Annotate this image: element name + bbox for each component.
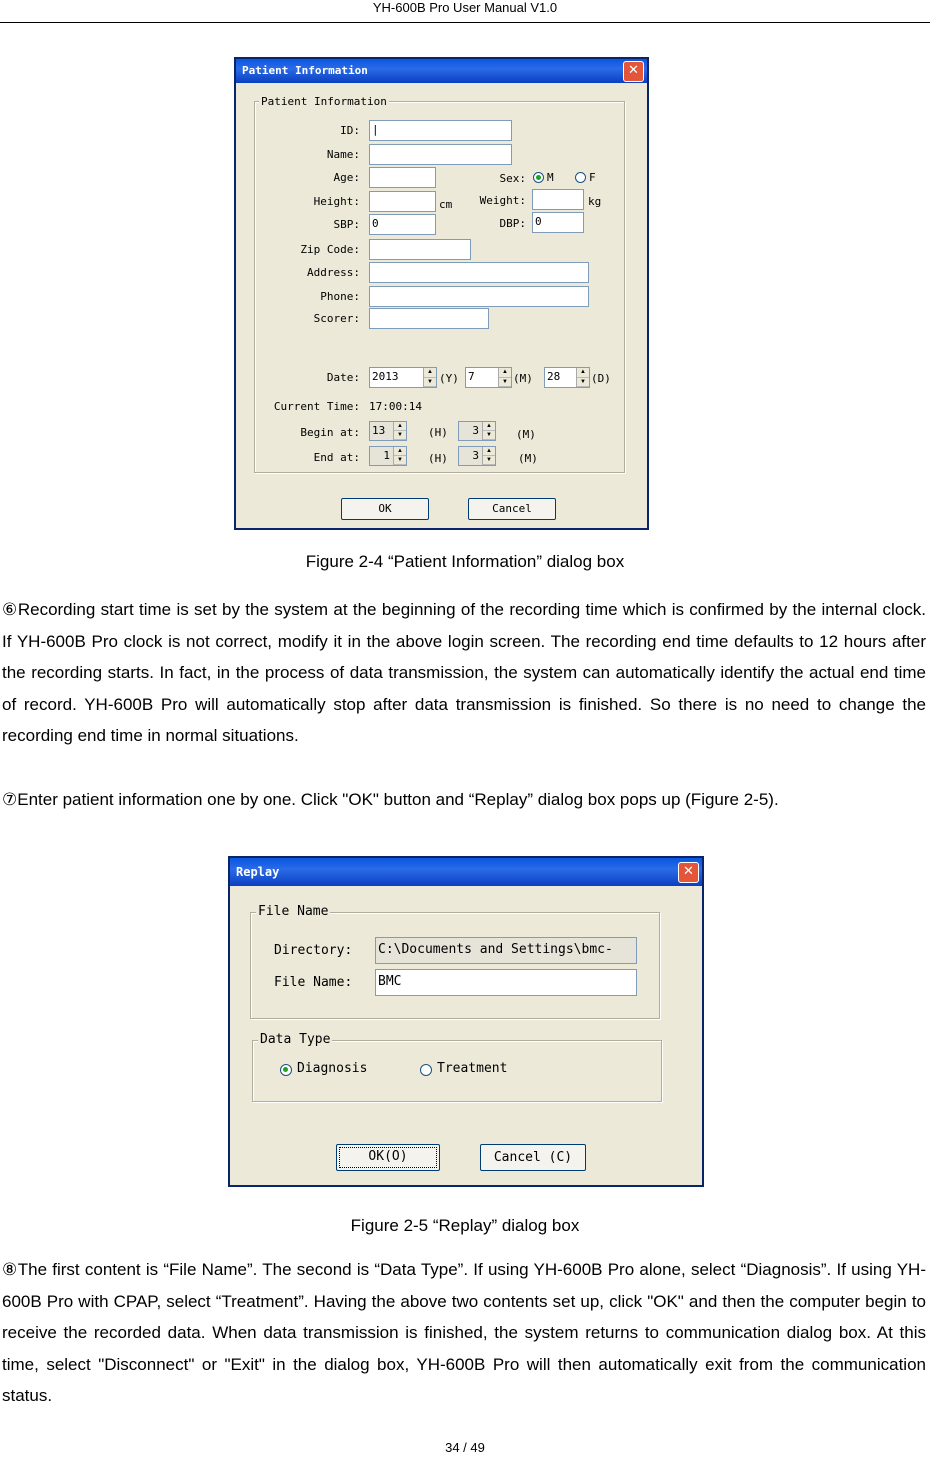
phone-input[interactable] — [369, 286, 589, 307]
end-at-label: End at: — [313, 451, 360, 464]
sex-m-label: M — [547, 171, 554, 184]
replay-ok-button[interactable]: OK(O) — [336, 1144, 440, 1171]
month-input[interactable]: 7 — [465, 367, 512, 388]
date-label: Date: — [326, 371, 360, 384]
dbp-label: DBP: — [499, 217, 526, 230]
replay-dialog — [228, 856, 704, 1187]
figure-2-4-caption: Figure 2-4 “Patient Information” dialog box — [305, 552, 625, 571]
zip-input[interactable] — [369, 239, 471, 260]
treatment-label: Treatment — [437, 1061, 508, 1076]
cancel-button[interactable]: Cancel — [468, 498, 556, 520]
file-name-label: File Name: — [274, 975, 353, 990]
end-minute-spinner[interactable]: ▲ ▼ — [482, 447, 495, 465]
address-input[interactable] — [369, 262, 589, 283]
patient-information-dialog — [234, 57, 649, 530]
dialog-title: Patient Information — [242, 64, 368, 77]
end-hour-input[interactable]: 1 — [369, 446, 407, 466]
year-spinner[interactable]: ▲ ▼ — [423, 368, 436, 387]
begin-hour-unit: (H) — [428, 426, 448, 439]
begin-hour-spinner[interactable]: ▲ ▼ — [393, 422, 406, 440]
age-input[interactable] — [369, 167, 436, 188]
file-name-group-label: File Name — [258, 904, 329, 919]
paragraph-8: ⑧The first content is “File Name”. The second is “Data Type”. If using YH-600B Pro alone, select “Diagnosis”. If using YH-600B Pro with CPAP, select “Treatment”. Having the above two contents set up, click "OK" and then the computer begin to receive the recorded data. When data transmission is finished, the system returns to communication dialog box. At this time, select "Disconnect" or "Exit" in the dialog box, YH-600B Pro will then automatically exit from the communication status. — [2, 1260, 926, 1405]
ok-button[interactable]: OK — [341, 498, 429, 520]
month-unit: (M) — [513, 372, 533, 385]
figure-2-5-caption: Figure 2-5 “Replay” dialog box — [350, 1216, 580, 1235]
id-input[interactable]: | — [369, 120, 512, 141]
address-label: Address: — [307, 266, 360, 279]
directory-label: Directory: — [274, 943, 353, 958]
current-time-value: 17:00:14 — [369, 400, 422, 413]
year-input[interactable]: 2013 — [369, 367, 437, 388]
cm-unit: cm — [439, 198, 453, 211]
file-name-group — [250, 912, 660, 1019]
current-time-label: Current Time: — [273, 400, 360, 413]
treatment-radio[interactable] — [420, 1064, 432, 1076]
close-icon[interactable]: ✕ — [623, 61, 644, 82]
dialog-title-bar — [230, 858, 702, 886]
sex-f-radio[interactable] — [575, 172, 586, 183]
sex-f-label: F — [589, 171, 596, 184]
scorer-label: Scorer: — [313, 312, 360, 325]
diagnosis-label: Diagnosis — [297, 1061, 368, 1076]
scorer-input[interactable] — [369, 308, 489, 329]
begin-minute-spinner[interactable]: ▲ ▼ — [482, 422, 495, 440]
height-label: Height: — [313, 195, 360, 208]
weight-label: Weight: — [479, 194, 526, 207]
dialog-title: Replay — [236, 865, 280, 879]
end-hour-unit: (H) — [428, 452, 448, 465]
end-minute-input[interactable]: 3 — [458, 446, 496, 466]
directory-input[interactable]: C:\Documents and Settings\bmc- — [375, 937, 637, 964]
data-type-group-label: Data Type — [260, 1032, 331, 1047]
sbp-label: SBP: — [333, 218, 360, 231]
sex-label: Sex: — [499, 172, 526, 185]
day-spinner[interactable]: ▲ ▼ — [576, 368, 589, 387]
begin-minute-unit: (M) — [516, 428, 536, 441]
phone-label: Phone: — [320, 290, 360, 303]
name-label: Name: — [326, 148, 360, 161]
dialog-title-bar — [236, 59, 647, 83]
end-minute-unit: (M) — [518, 452, 538, 465]
year-unit: (Y) — [439, 372, 459, 385]
page-header: YH-600B Pro User Manual V1.0 — [0, 0, 930, 23]
file-name-input[interactable]: BMC — [375, 969, 637, 996]
group-label: Patient Information — [261, 95, 387, 108]
begin-hour-input[interactable]: 13 — [369, 421, 407, 441]
day-unit: (D) — [591, 372, 611, 385]
zip-label: Zip Code: — [300, 243, 360, 256]
paragraph-7: ⑦Enter patient information one by one. Click "OK" button and “Replay” dialog box pops up (Figure 2-5). — [2, 790, 779, 809]
dbp-input[interactable]: 0 — [532, 212, 584, 233]
id-label: ID: — [340, 124, 360, 137]
day-input[interactable]: 28 — [544, 367, 590, 388]
weight-input[interactable] — [532, 189, 584, 210]
page-number: 34 / 49 — [445, 1440, 485, 1455]
replay-cancel-button[interactable]: Cancel (C) — [480, 1144, 586, 1171]
end-hour-spinner[interactable]: ▲ ▼ — [393, 447, 406, 465]
sbp-input[interactable]: 0 — [369, 214, 436, 235]
name-input[interactable] — [369, 144, 512, 165]
paragraph-6: ⑥Recording start time is set by the system at the beginning of the recording time which is confirmed by the internal clock. If YH-600B Pro clock is not correct, modify it in the above login screen. The recording end time defaults to 12 hours after the recording starts. In fact, in the process of data transmission, the system can automatically identify the actual end time of record. YH-600B Pro will automatically stop after data transmission is finished. So there is no need to change the recording end time in normal situations. — [2, 600, 926, 745]
diagnosis-radio[interactable] — [280, 1064, 292, 1076]
age-label: Age: — [333, 171, 360, 184]
height-input[interactable] — [369, 191, 436, 212]
begin-at-label: Begin at: — [300, 426, 360, 439]
month-spinner[interactable]: ▲ ▼ — [498, 368, 511, 387]
sex-m-radio[interactable] — [533, 172, 544, 183]
begin-minute-input[interactable]: 3 — [458, 421, 496, 441]
close-icon[interactable]: ✕ — [678, 862, 699, 883]
kg-unit: kg — [588, 195, 602, 208]
